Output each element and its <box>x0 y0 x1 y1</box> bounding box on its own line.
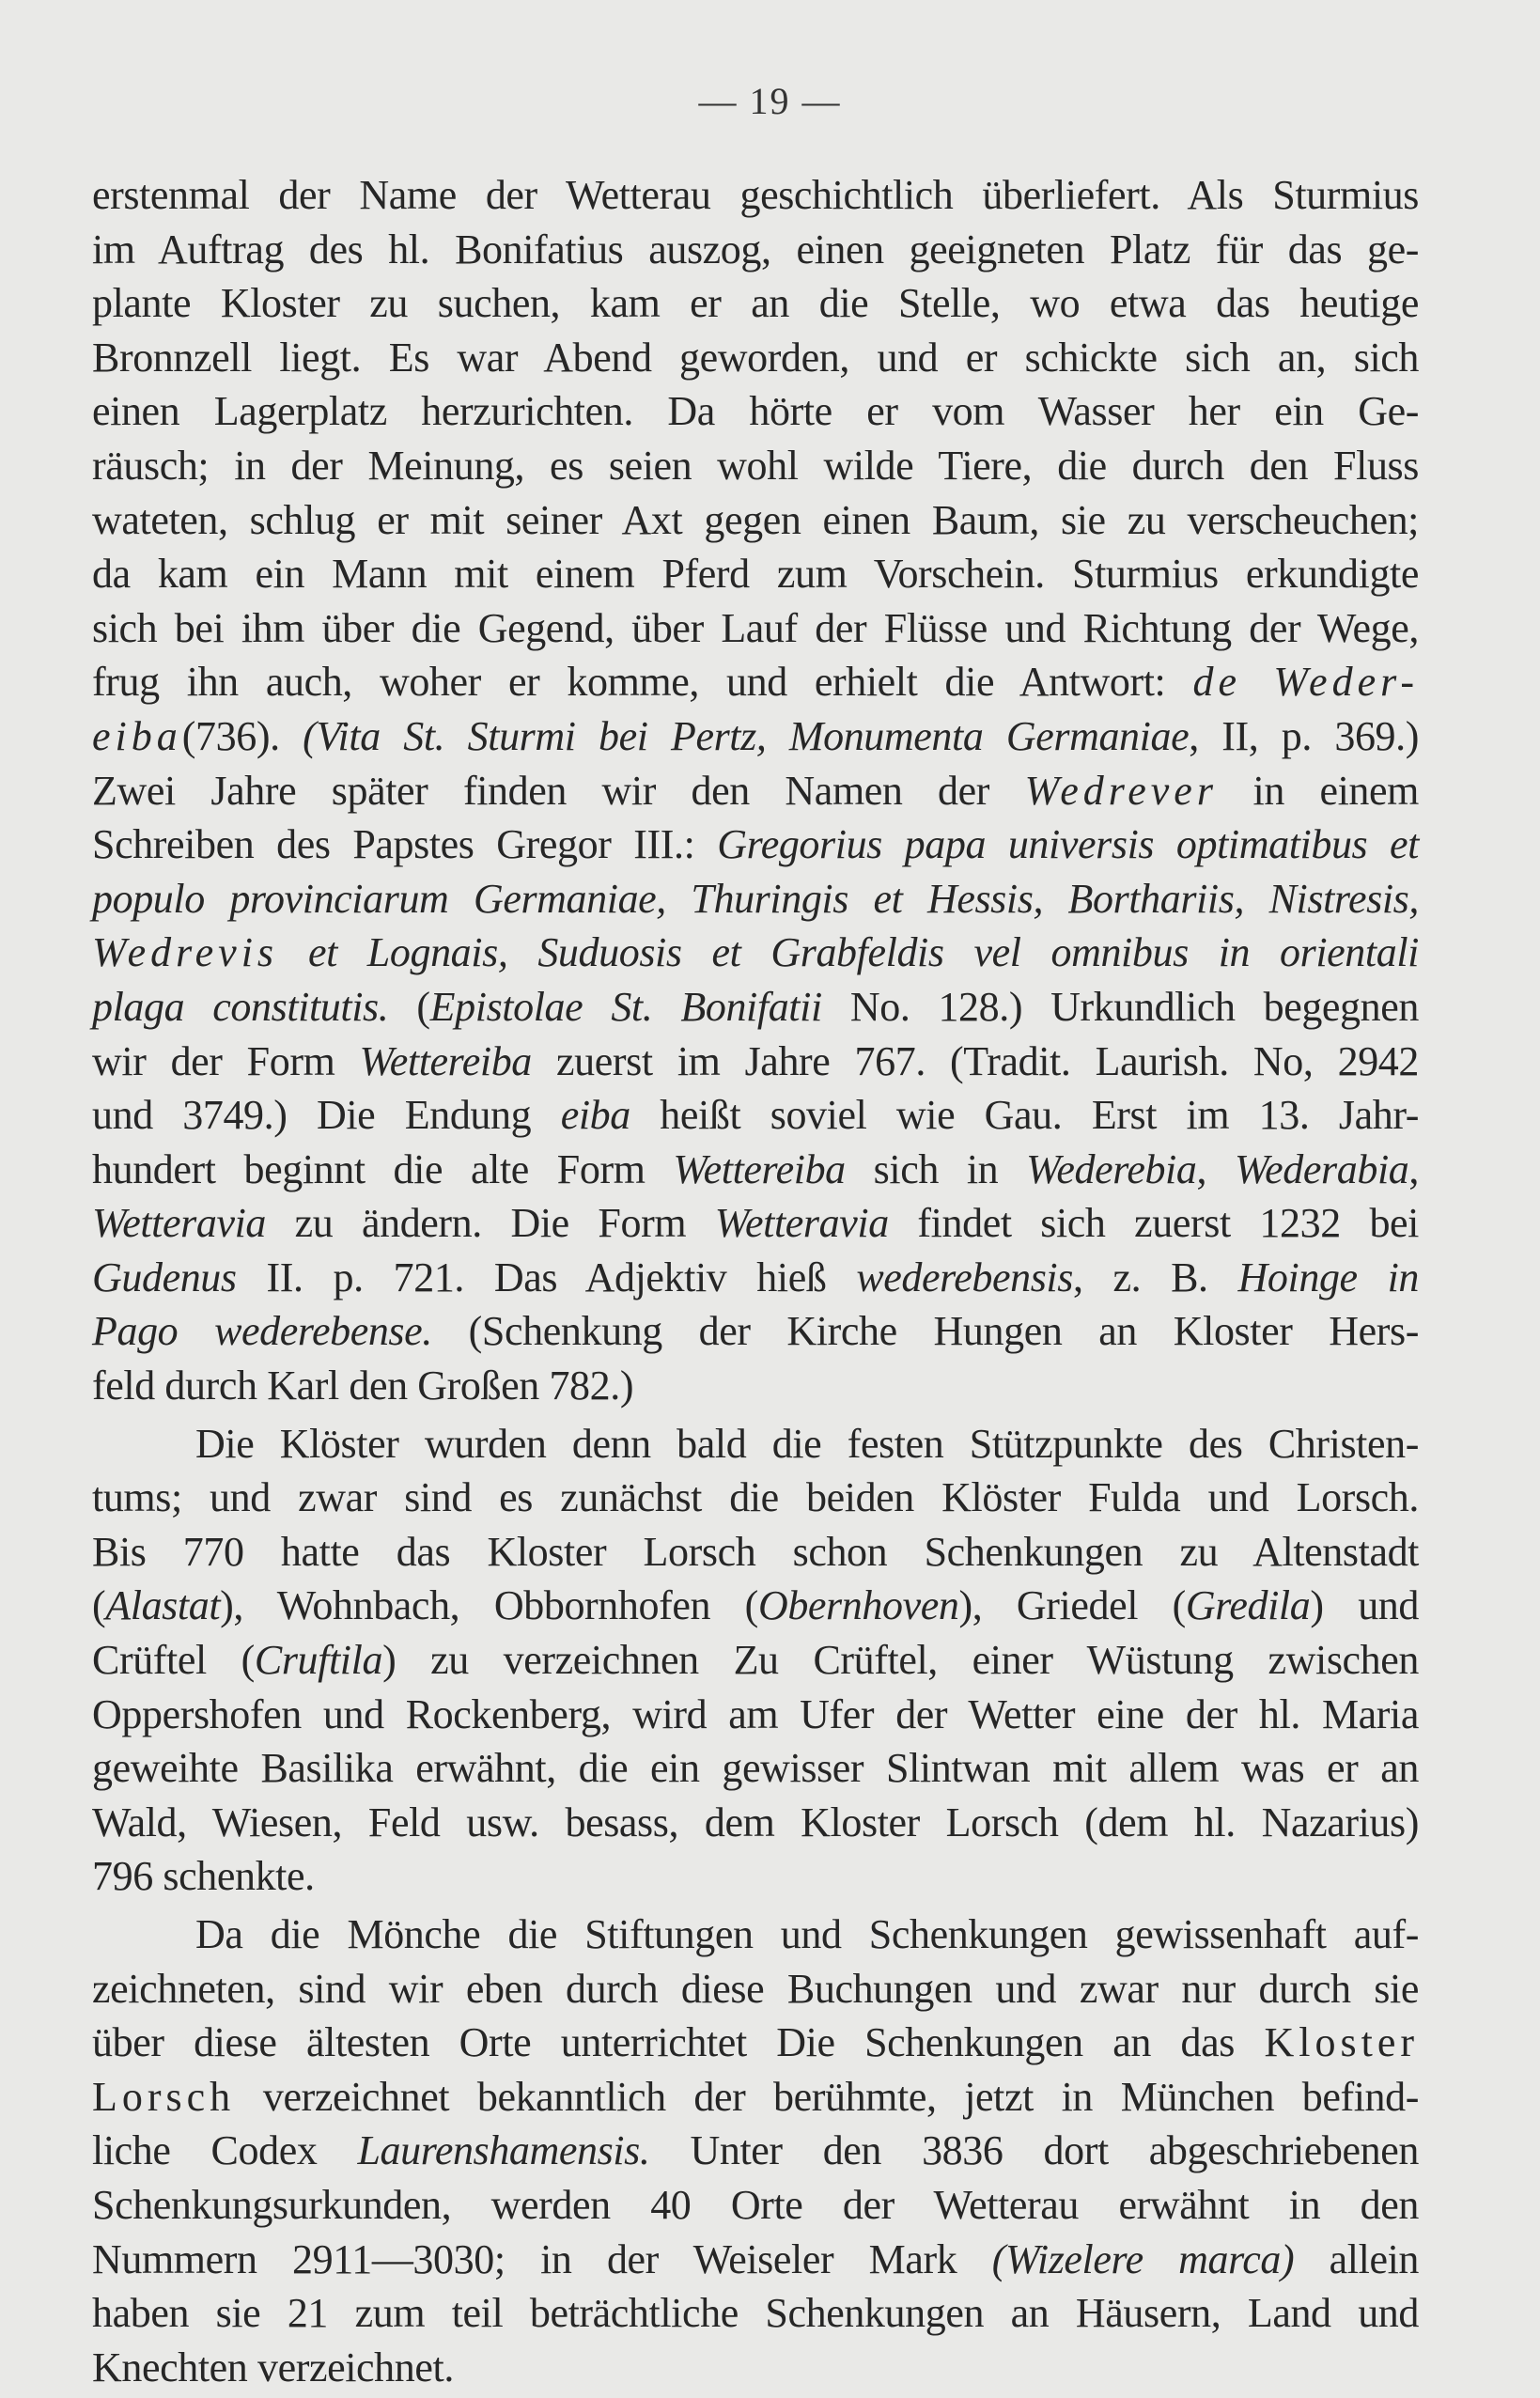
text-line <box>92 547 1419 601</box>
italic-span: et Lognais, Suduosis et Grabfeldis vel omnibus in orientali <box>278 929 1419 976</box>
text-line <box>92 276 1419 331</box>
text-line <box>92 331 1419 385</box>
italic-span: populo provinciarum Germaniae, Thuringis et Hessis, Borthariis, Nistresis, <box>92 875 1419 922</box>
text-span: , <box>1408 1145 1419 1192</box>
text-line <box>92 493 1419 548</box>
text-span: Da die Mönche die Stiftungen und Schenkungen gewissenhaft auf- <box>195 1911 1419 1957</box>
text-line <box>92 1251 1419 1305</box>
text-line <box>92 439 1419 493</box>
text-span: ) und <box>1310 1582 1419 1629</box>
text-line <box>92 1962 1419 2016</box>
text-span: allein <box>1294 2235 1419 2282</box>
text-span: plante Kloster zu suchen, kam er an die Stelle, wo etwa das heutige <box>92 280 1419 327</box>
text-span: liche Codex <box>92 2127 358 2174</box>
italic-span: Alastat <box>105 1582 221 1629</box>
italic-span: Cruftila <box>254 1637 383 1684</box>
text-span: ), Wohnbach, Obbornhofen ( <box>220 1582 758 1629</box>
text-span: Schenkungsurkunden, werden 40 Orte der Wetterau erwähnt in den <box>92 2181 1419 2228</box>
text-line <box>92 1471 1419 1525</box>
text-span: hundert beginnt die alte Form <box>92 1145 674 1192</box>
text-line <box>92 2341 1419 2395</box>
text-span: ( <box>92 1582 106 1629</box>
page-number: — 19 — <box>698 80 842 122</box>
spaced-emphasis-span: Wedrevis <box>92 929 279 976</box>
text-span: haben sie 21 zum teil beträchtliche Schenkungen an Häusern, Land und <box>92 2290 1419 2337</box>
text-line <box>92 818 1419 872</box>
italic-span: Wederebia <box>1026 1145 1197 1192</box>
text-line <box>92 601 1419 656</box>
text-line <box>92 1035 1419 1089</box>
text-span: , z. B. <box>1072 1254 1238 1300</box>
spaced-emphasis-span: Lorsch <box>92 2073 236 2120</box>
text-line <box>92 1359 1419 1413</box>
text-span: II. p. 721. Das Adjektiv hieß <box>236 1254 857 1300</box>
text-line <box>92 2286 1419 2341</box>
text-line <box>92 1196 1419 1251</box>
text-line <box>92 1525 1419 1580</box>
text-line <box>92 1849 1419 1904</box>
italic-span: eiba <box>560 1092 630 1139</box>
italic-span: Laurenshamensis. <box>357 2127 650 2174</box>
italic-span: Wederabia <box>1234 1145 1409 1192</box>
text-line <box>92 1633 1419 1688</box>
text-span: , <box>1196 1145 1235 1192</box>
italic-span: (Vita St. Sturmi bei Pertz, Monumenta Germaniae <box>303 712 1190 759</box>
text-span: zeichneten, sind wir eben durch diese Buchungen und zwar nur durch sie <box>92 1965 1419 2012</box>
spaced-emphasis-span: Wedrever <box>1024 767 1218 814</box>
text-line <box>92 2070 1419 2125</box>
italic-span: Pago wederebense. <box>92 1308 432 1355</box>
italic-span: Gregorius papa universis optimatibus et <box>717 821 1420 868</box>
italic-span: Epistolae St. Bonifatii <box>429 983 822 1030</box>
italic-span: Wetteravia <box>92 1200 266 1247</box>
text-line <box>92 384 1419 439</box>
text-line <box>92 872 1419 926</box>
italic-span: Gredila <box>1185 1582 1311 1629</box>
text-line <box>92 1688 1419 1742</box>
italic-span: (Wizelere marca) <box>991 2235 1295 2282</box>
text-span: Knechten verzeichnet. <box>92 2344 454 2390</box>
text-line <box>92 655 1419 709</box>
text-span: über diese ältesten Orte unterrichtet Die Schenkungen an das <box>92 2019 1265 2066</box>
text-span: und 3749.) Die Endung <box>92 1092 561 1139</box>
text-line <box>92 980 1419 1035</box>
text-span: Die Klöster wurden denn bald die festen Stützpunkte des Christen- <box>195 1420 1419 1467</box>
text-span: tums; und zwar sind es zunächst die beiden Klöster Fulda und Lorsch. <box>92 1474 1419 1521</box>
text-span: einen Lagerplatz herzurichten. Da hörte er vom Wasser her ein Ge- <box>92 388 1419 435</box>
paragraph <box>92 168 1419 1413</box>
spaced-emphasis-span: eiba <box>92 712 182 759</box>
spaced-emphasis-span: Kloster <box>1264 2019 1419 2066</box>
text-line <box>92 223 1419 277</box>
text-line <box>92 168 1419 223</box>
text-span: 796 schenkte. <box>92 1853 315 1900</box>
text-span: im Auftrag des hl. Bonifatius auszog, einen geeigneten Platz für das ge- <box>92 226 1419 272</box>
text-line <box>92 1417 1419 1472</box>
text-line <box>92 1796 1419 1850</box>
text-span: Zwei Jahre später finden wir den Namen der <box>92 767 1025 814</box>
text-line <box>92 1579 1419 1633</box>
text-span: Nummern 2911—3030; in der Weiseler Mark <box>92 2235 992 2282</box>
text-span: ( <box>388 983 430 1030</box>
italic-span: wederebensis <box>856 1254 1073 1300</box>
text-span: No. 128.) Urkundlich begegnen <box>821 983 1419 1030</box>
text-line <box>92 1908 1419 1962</box>
italic-span: Wetteravia <box>714 1200 889 1247</box>
text-span: heißt soviel wie Gau. Erst im 13. Jahr- <box>630 1092 1419 1139</box>
italic-span: Gudenus <box>92 1254 237 1300</box>
text-span: erstenmal der Name der Wetterau geschichtlich überliefert. Als Sturmius <box>92 172 1419 218</box>
italic-span: Hoinge in <box>1237 1254 1419 1300</box>
text-line <box>92 764 1419 818</box>
italic-span: Obernhoven <box>757 1582 959 1629</box>
text-line <box>92 2178 1419 2233</box>
text-line <box>92 2124 1419 2178</box>
text-span: sich in <box>845 1145 1027 1192</box>
text-span: räusch; in der Meinung, es seien wohl wilde Tiere, die durch den Fluss <box>92 442 1419 489</box>
paragraph <box>92 1417 1419 1904</box>
text-span: Bis 770 hatte das Kloster Lorsch schon Schenkungen zu Altenstadt <box>92 1528 1419 1575</box>
text-span: geweihte Basilika erwähnt, die ein gewisser Slintwan mit allem was er an <box>92 1745 1419 1792</box>
text-span: (Schenkung der Kirche Hungen an Kloster Hers- <box>431 1308 1420 1355</box>
body-text <box>92 168 1419 2398</box>
text-span: da kam ein Mann mit einem Pferd zum Vorschein. Sturmius erkundigte <box>92 551 1419 598</box>
italic-span: plaga constitutis. <box>92 983 389 1030</box>
text-line <box>92 1741 1419 1796</box>
paragraph <box>92 1908 1419 2394</box>
spaced-emphasis-span: de Weder- <box>1192 659 1419 706</box>
text-line <box>92 709 1419 764</box>
italic-span: Wettereiba <box>673 1145 846 1192</box>
text-line <box>92 1143 1419 1197</box>
text-span: zu ändern. Die Form <box>266 1200 715 1247</box>
text-line <box>92 1088 1419 1143</box>
text-span: Unter den 3836 dort abgeschriebenen <box>649 2127 1419 2174</box>
text-span: ) zu verzeichnen Zu Crüftel, einer Wüstung zwischen <box>382 1637 1419 1684</box>
text-span: sich bei ihm über die Gegend, über Lauf der Flüsse und Richtung der Wege, <box>92 604 1419 651</box>
text-line <box>92 2233 1419 2287</box>
text-span: Wald, Wiesen, Feld usw. besass, dem Kloster Lorsch (dem hl. Nazarius) <box>92 1798 1419 1845</box>
text-span: frug ihn auch, woher er komme, und erhielt die Antwort: <box>92 659 1193 706</box>
text-span: zuerst im Jahre 767. (Tradit. Laurish. No, 2942 <box>531 1037 1420 1084</box>
text-span: Oppershofen und Rockenberg, wird am Ufer der Wetter eine der hl. Maria <box>92 1690 1419 1737</box>
text-line <box>92 2016 1419 2070</box>
text-span: , II, p. 369.) <box>1189 712 1420 759</box>
text-span: verzeichnet bekanntlich der berühmte, jetzt in München befind- <box>235 2073 1419 2120</box>
text-span: wir der Form <box>92 1037 360 1084</box>
text-span: ), Griedel ( <box>958 1582 1186 1629</box>
text-span: feld durch Karl den Großen 782.) <box>92 1362 634 1409</box>
text-span: wateten, schlug er mit seiner Axt gegen einen Baum, sie zu verscheuchen; <box>92 496 1419 543</box>
text-span: Bronnzell liegt. Es war Abend geworden, und er schickte sich an, sich <box>92 334 1419 381</box>
text-line <box>92 1304 1419 1359</box>
text-span: findet sich zuerst 1232 bei <box>888 1200 1419 1247</box>
text-span: Schreiben des Papstes Gregor III.: <box>92 821 718 868</box>
text-span: Crüftel ( <box>92 1637 255 1684</box>
text-span: in einem <box>1217 767 1419 814</box>
italic-span: Wettereiba <box>359 1037 532 1084</box>
text-line <box>92 926 1419 980</box>
text-span: (736). <box>181 712 303 759</box>
